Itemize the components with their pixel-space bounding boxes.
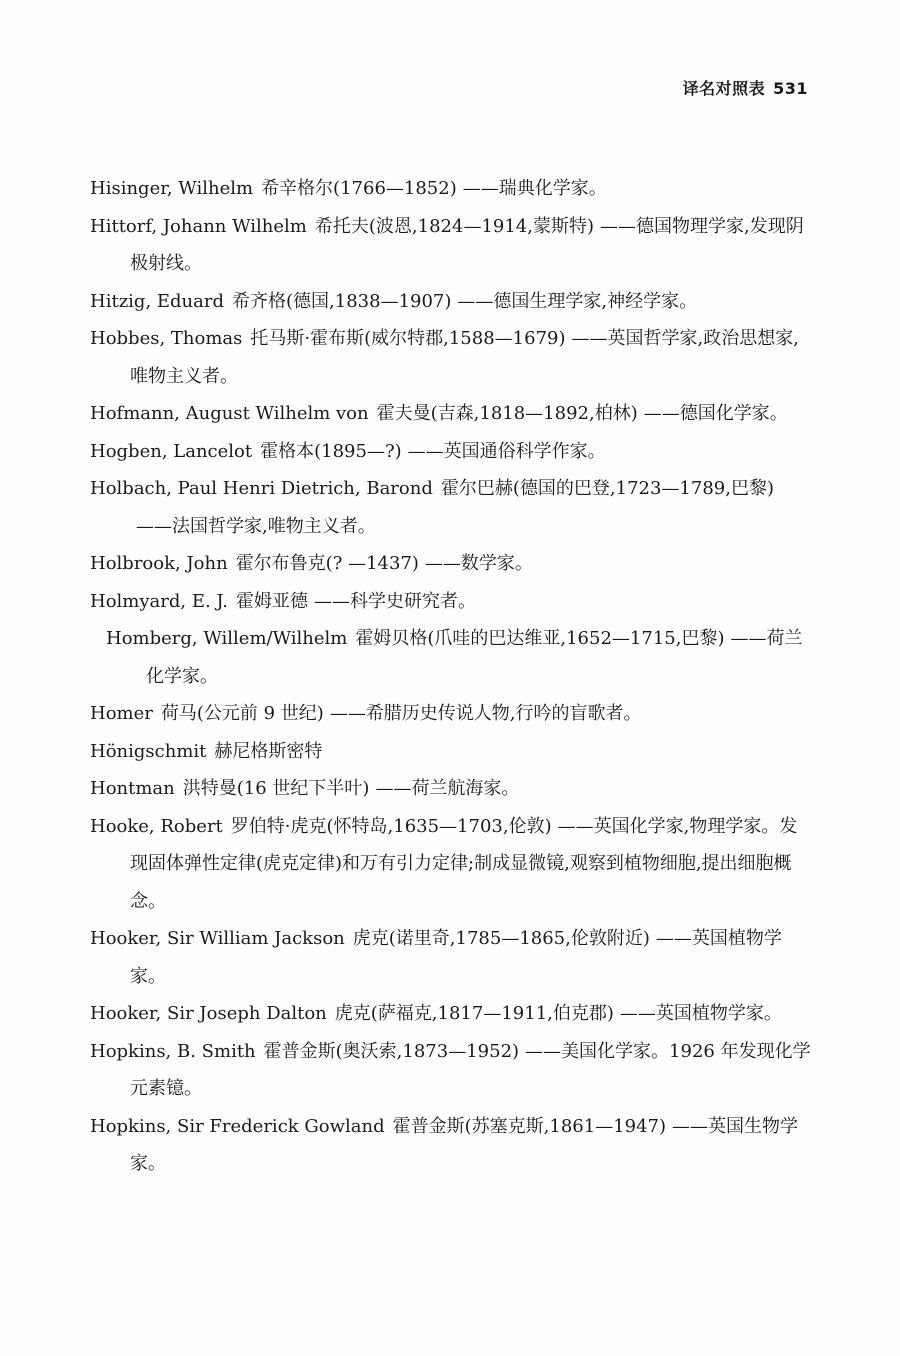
glossary-entry <box>90 770 812 808</box>
glossary-entries <box>90 170 812 1183</box>
glossary-entry <box>90 283 812 321</box>
entry-description: ——英国化学家,物理学家。发现固体弹性定律(虎克定律)和万有引力定律;制成显微镜,观察到植物细胞,提出细胞概念。 <box>130 815 798 912</box>
entry-chinese-name: 赫尼格斯密特 <box>214 740 323 762</box>
glossary-entry <box>90 920 812 995</box>
entry-english-name: Hooke, Robert <box>90 815 223 837</box>
entry-english-name: Holmyard, E. J. <box>90 590 228 612</box>
entry-description: ——美国化学家。1926 年发现化学元素镱。 <box>130 1040 811 1099</box>
entry-english-name: Hönigschmit <box>90 740 207 762</box>
glossary-entry <box>90 733 812 771</box>
entry-description: ——德国物理学家,发现阴极射线。 <box>130 215 804 274</box>
entry-description: ——希腊历史传说人物,行吟的盲歌者。 <box>329 703 642 724</box>
header-title: 译名对照表 <box>682 79 766 98</box>
entry-english-name: Holbrook, John <box>90 553 228 574</box>
glossary-entry <box>90 208 812 283</box>
entry-chinese-name: 霍姆贝格(爪哇的巴达维亚,1652—1715,巴黎) <box>355 628 725 649</box>
entry-english-name: Hobbes, Thomas <box>90 328 243 349</box>
entry-chinese-name: 霍尔布鲁克(? —1437) <box>235 553 419 574</box>
entry-description: ——英国植物学家。 <box>130 928 782 987</box>
entry-description: ——英国通俗科学作家。 <box>407 440 606 462</box>
entry-chinese-name: 希齐格(德国,1838—1907) <box>232 290 452 312</box>
glossary-entry <box>90 1108 812 1183</box>
glossary-entry <box>90 170 812 208</box>
entry-english-name: Hooker, Sir William Jackson <box>90 928 345 949</box>
glossary-entry <box>90 583 812 621</box>
glossary-entry <box>90 695 812 733</box>
entry-chinese-name: 虎克(萨福克,1817—1911,伯克郡) <box>334 1003 614 1024</box>
entry-description: ——数学家。 <box>424 553 533 574</box>
glossary-entry <box>90 320 812 395</box>
entry-english-name: Hopkins, Sir Frederick Gowland <box>90 1115 385 1137</box>
entry-chinese-name: 希辛格尔(1766—1852) <box>261 178 457 199</box>
glossary-entry <box>90 995 812 1033</box>
entry-chinese-name: 洪特曼(16 世纪下半叶) <box>182 778 370 799</box>
entry-description: ——德国化学家。 <box>643 403 788 424</box>
entry-description: ——德国生理学家,神经学家。 <box>457 290 698 312</box>
glossary-entry <box>90 470 812 545</box>
entry-chinese-name: 霍姆亚德 <box>235 590 308 612</box>
entry-chinese-name: 荷马(公元前 9 世纪) <box>160 703 324 724</box>
entry-description: ——法国哲学家,唯物主义者。 <box>136 515 376 537</box>
entry-english-name: Holbach, Paul Henri Dietrich, Barond <box>90 478 433 499</box>
entry-description: ——英国生物学家。 <box>130 1115 799 1174</box>
entry-chinese-name: 霍格本(1895—?) <box>260 440 402 462</box>
entry-chinese-name: 霍夫曼(吉森,1818—1892,柏林) <box>376 403 638 424</box>
entry-english-name: Hittorf, Johann Wilhelm <box>90 215 307 237</box>
entry-chinese-name: 希托夫(波恩,1824—1914,蒙斯特) <box>314 215 594 237</box>
glossary-entry <box>90 545 812 583</box>
entry-chinese-name: 霍普金斯(奥沃索,1873—1952) <box>263 1040 520 1062</box>
entry-chinese-name: 霍普金斯(苏塞克斯,1861—1947) <box>392 1115 667 1137</box>
entry-description: ——科学史研究者。 <box>313 590 476 612</box>
entry-english-name: Hooker, Sir Joseph Dalton <box>90 1003 327 1024</box>
entry-chinese-name: 霍尔巴赫(德国的巴登,1723—1789,巴黎) <box>440 478 774 499</box>
entry-description: ——荷兰航海家。 <box>375 778 520 799</box>
entry-description: ——英国哲学家,政治思想家,唯物主义者。 <box>130 328 799 387</box>
entry-chinese-name: 罗伯特·虎克(怀特岛,1635—1703,伦敦) <box>230 815 552 837</box>
entry-english-name: Hogben, Lancelot <box>90 440 253 462</box>
entry-english-name: Hopkins, B. Smith <box>90 1040 256 1062</box>
glossary-entry <box>90 620 812 695</box>
entry-english-name: Hofmann, August Wilhelm von <box>90 403 369 424</box>
entry-description: ——英国植物学家。 <box>619 1003 782 1024</box>
page-number: 531 <box>773 79 808 98</box>
entry-chinese-name: 虎克(诺里奇,1785—1865,伦敦附近) <box>352 928 650 949</box>
entry-english-name: Homer <box>90 703 153 724</box>
entry-chinese-name: 托马斯·霍布斯(威尔特郡,1588—1679) <box>250 328 566 349</box>
glossary-entry <box>90 395 812 433</box>
entry-english-name: Hisinger, Wilhelm <box>90 178 254 199</box>
glossary-entry <box>90 433 812 471</box>
entry-description: ——荷兰化学家。 <box>146 628 803 687</box>
entry-english-name: Hontman <box>90 778 175 799</box>
running-header <box>683 76 808 99</box>
entry-description: ——瑞典化学家。 <box>462 178 607 199</box>
entry-english-name: Hitzig, Eduard <box>90 290 225 312</box>
glossary-entry <box>90 808 812 921</box>
entry-english-name: Homberg, Willem/Wilhelm <box>106 628 348 649</box>
glossary-entry <box>90 1033 812 1108</box>
